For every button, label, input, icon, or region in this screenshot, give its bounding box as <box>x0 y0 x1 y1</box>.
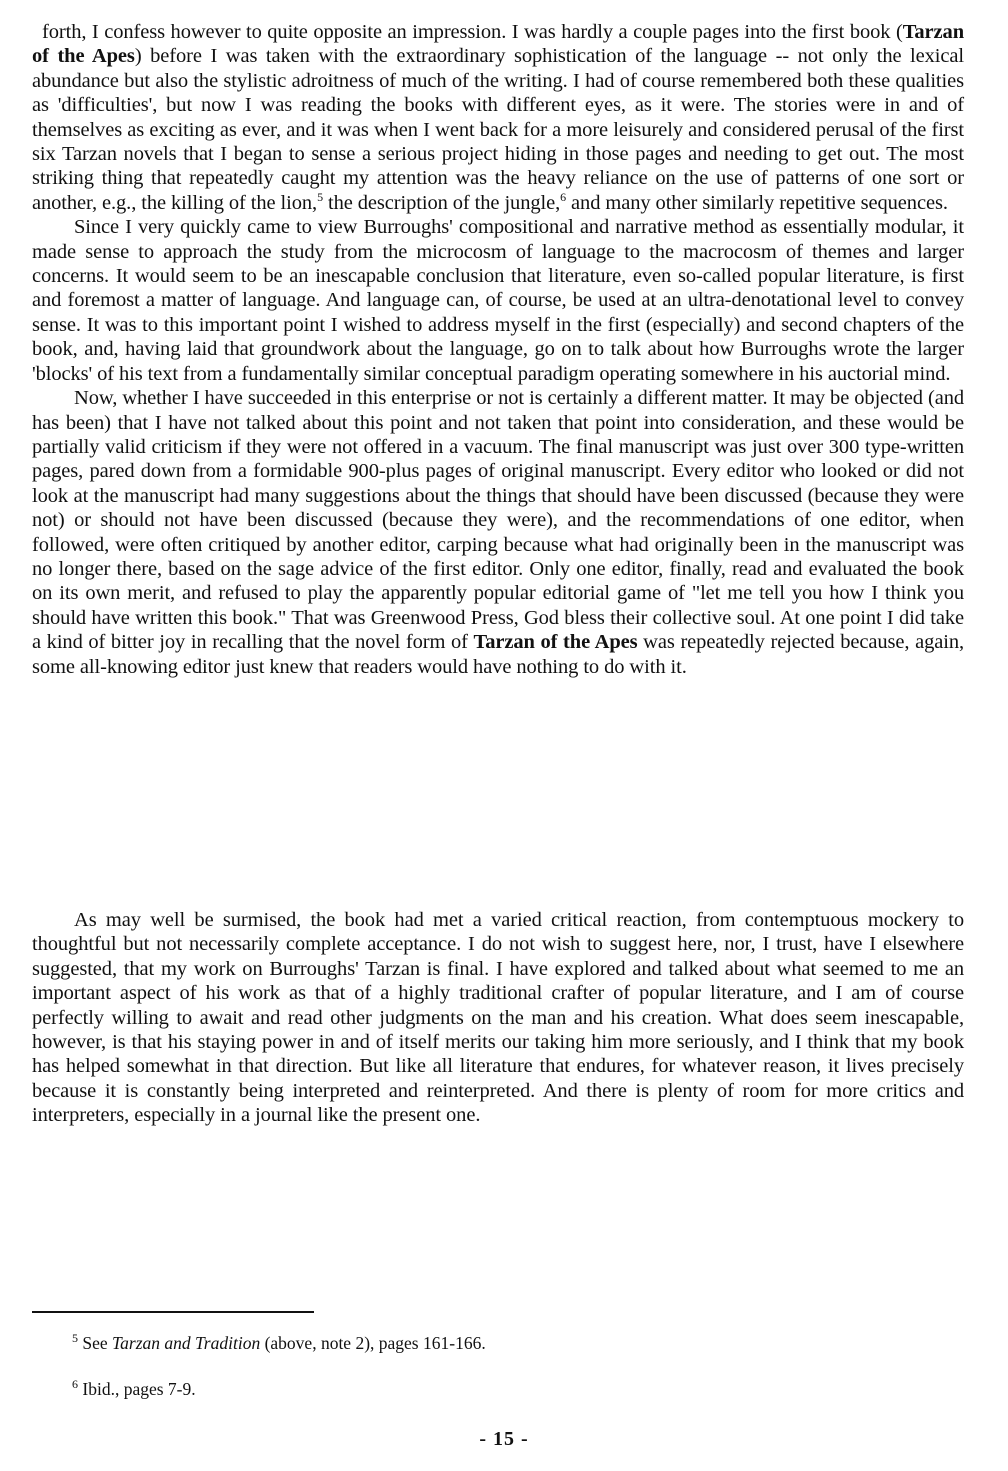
paragraph-3: Now, whether I have succeeded in this enterprise or not is certainly a different matter. It may be objected (and has been) that I have not talked about this point and not taken that point into consideration, and these would be partially valid criticism if they were not offered in a vacuum. The final manuscript was just over 300 type-written pages, pared down from a formidable 900-plus pages of original manuscript. Every editor who looked or did not look at the manuscript had many suggestions about the things that should have been discussed (because they were not) or should not have been discussed (because they were), and the recommendations of one editor, when followed, were often critiqued by another editor, carping because what had originally been in the manuscript was no longer there, based on the sage advice of the first editor. Only one editor, finally, read and evaluated the book on its own merit, and refused to play the apparently popular editorial game of "let me tell you how I think you should have written this book." That was Greenwood Press, God bless their collective soul. At one point I did take a kind of bitter joy in recalling that the novel form of Tarzan of the Apes was repeatedly rejected because, again, some all-knowing editor just knew that readers would have nothing to do with it. <box>32 387 964 678</box>
footnote-divider <box>32 1311 314 1313</box>
footnote-5: $^5$ See Tarzan and Tradition (above, note 2), pages 161-166. <box>72 1331 486 1353</box>
footnote-book-title: Tarzan and Tradition <box>112 1333 261 1353</box>
book-title: Tarzan of the Apes <box>473 631 638 654</box>
footnote-ref-6[interactable]: 6 <box>560 190 567 205</box>
footnote-marker: 6 <box>72 1377 78 1392</box>
paragraph-1: forth, I confess however to quite opposite an impression. I was hardly a couple pages into the first book (Tarzan of the Apes) before I was taken with the extraordinary sophistication of the language -- not only the lexical abundance but also the stylistic adroitness of much of the writing. I had of course remembered both these qualities as 'difficulties', but now I was reading the books with different eyes, as it were. The stories were in and of themselves as exciting as ever, and it was when I went back for a more leisurely and considered perusal of the first six Tarzan novels that I began to sense a serious project hiding in those pages and needing to get out. The most striking thing that repeatedly caught my attention was the heavy reliance on the use of patterns of one sort or another, e.g., the killing of the lion,$^5$ the description of the jungle,$^6$ and many other similarly repetitive sequences. <box>32 21 964 214</box>
main-text-section <box>32 20 964 679</box>
closing-text-section <box>32 908 964 1128</box>
page-number: - 15 - <box>479 1428 529 1450</box>
footnote-ref-5[interactable]: 5 <box>317 190 323 205</box>
paragraph-2: Since I very quickly came to view Burroughs' compositional and narrative method as essentially modular, it made sense to approach the study from the microcosm of language to the macrocosm of themes and larger concerns. It would seem to be an inescapable conclusion that literature, even so-called popular literature, is first and foremost a matter of language. And language can, of course, be used at an ultra-denotational level to convey sense. It was to this important point I wished to address myself in the first (especially) and second chapters of the book, and, having laid that groundwork about the language, go on to talk about how Burroughs wrote the larger 'blocks' of his text from a fundamentally similar conceptual paradigm operating somewhere in his auctorial mind. <box>32 216 964 385</box>
book-title: Tarzan of the Apes <box>32 21 964 68</box>
footnote-6: $^6$ Ibid., pages 7-9. <box>72 1377 196 1399</box>
paragraph-4: As may well be surmised, the book had met a varied critical reaction, from contemptuous mockery to thoughtful but not necessarily complete acceptance. I do not wish to suggest here, nor, I trust, have I elsewhere suggested, that my work on Burroughs' Tarzan is final. I have explored and talked about what seemed to me an important aspect of his work as that of a highly traditional crafter of popular literature, and I am of course perfectly willing to await and read other judgments on the man and his creation. What does seem inescapable, however, is that his staying power in and of itself merits our taking him more seriously, and I think that my book has helped somewhat in that direction. But like all literature that endures, for whatever reason, it lives precisely because it is constantly being interpreted and reinterpreted. And there is plenty of room for more critics and interpreters, especially in a journal like the present one. <box>32 909 964 1127</box>
footnote-marker: 5 <box>72 1331 78 1346</box>
